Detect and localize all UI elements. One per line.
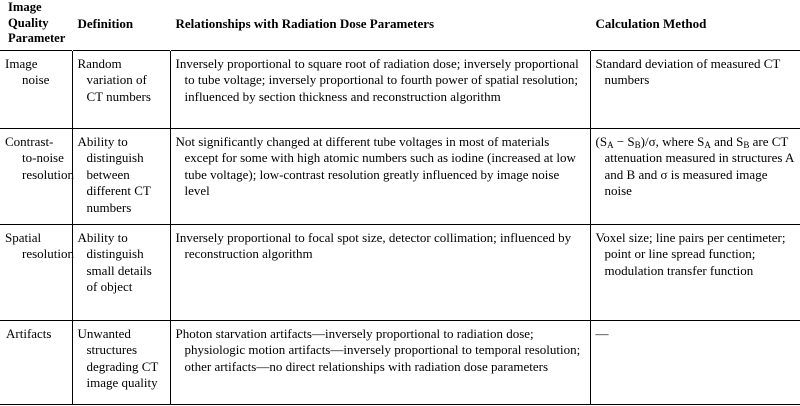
table-row [0,224,800,320]
method-sub-a: A [607,139,614,150]
cell-parameter: Spatial resolution [0,224,72,320]
method-sub-b2: B [743,139,750,150]
header-definition: Definition [77,16,134,31]
cell-parameter: Contrast-to-noise resolution [0,128,72,224]
cell-method [590,128,800,224]
cell-definition: Unwanted structures degrading CT image quality [72,320,170,404]
cell-parameter: Artifacts [0,320,72,404]
method-sub-b: B [634,139,641,150]
header-method: Calculation Method [595,16,707,31]
method-sub-a2: A [704,139,711,150]
table-row [0,128,800,224]
cell-relationships: Photon starvation artifacts—inversely proportional to radiation dose; physiologic motion artifacts—inversely proportional to temporal resolution; other artifacts—no direct relationships with radiation dose parameters [170,320,590,404]
method-text-5: are CT attenuation measured in structures A and B and σ is measured image noise [604,133,794,198]
cell-relationships: Not significantly changed at different tube voltages in most of materials except for some with high atomic numbers such as iodine (increased at low tube voltage); low-contrast resolution greatly influenced by image noise level [170,128,590,224]
cell-relationships: Inversely proportional to square root of radiation dose; inversely proportional to tube voltage; inversely proportional to fourth power of spatial resolution; influenced by section thickness and reconstruction algorithm [170,50,590,128]
cell-definition: Ability to distinguish between different CT numbers [72,128,170,224]
method-text-4: and S [710,133,744,149]
cell-relationships: Inversely proportional to focal spot size, detector collimation; influenced by reconstruction algorithm [170,224,590,320]
cell-definition: Ability to distinguish small details of object [72,224,170,320]
table-row [0,50,800,128]
header-relationships: Relationships with Radiation Dose Parameters [175,16,435,31]
cell-method: Voxel size; line pairs per centimeter; point or line spread function; modulation transfer function [590,224,800,320]
header-row [0,0,800,50]
method-text-2: − S [613,133,635,149]
header-parameter: Image Quality Parameter [8,0,66,45]
table-header [0,0,800,50]
cell-method: — [590,320,800,404]
table-body [0,50,800,404]
cell-definition: Random variation of CT numbers [72,50,170,128]
table-row [0,320,800,404]
method-text-1: (S [595,133,608,149]
method-text-3: )/σ, where S [640,133,705,149]
cell-parameter: Image noise [0,50,72,128]
cell-method: Standard deviation of measured CT numbers [590,50,800,128]
